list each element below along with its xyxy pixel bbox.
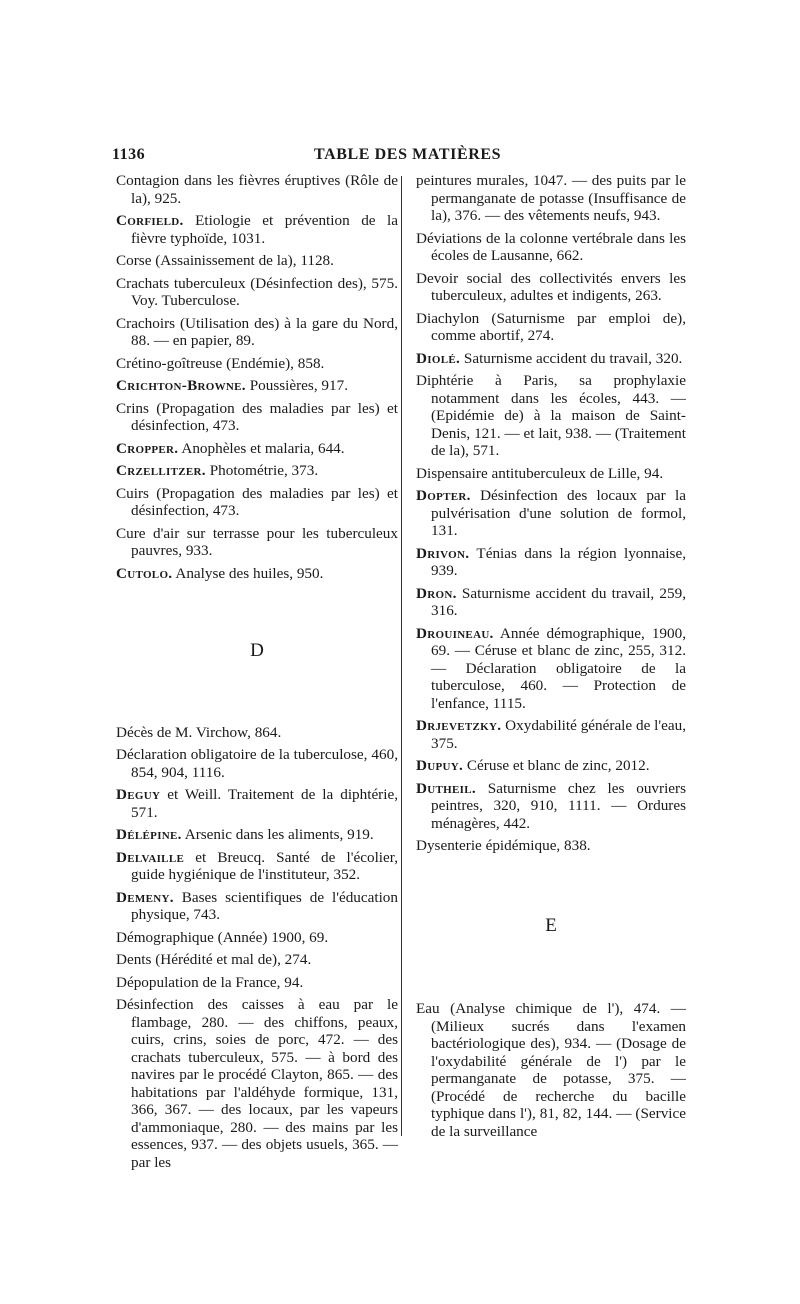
index-entry [416,310,686,345]
index-entry [116,252,398,270]
entry-author: Crichton-Browne. [116,377,246,394]
entry-text: Démographique (Année) 1900, 69. [116,928,329,946]
index-entry [116,315,398,350]
entry-author: Cutolo. [116,564,173,582]
entry-text: Bases scientifiques de l'éducation physique, 743. [131,888,398,923]
entry-text: Devoir social des collectivités envers les tuberculeux, adultes et indigents, 263. [416,269,686,304]
entry-text: Poussières, 917. [245,377,348,394]
page-header [112,146,502,166]
index-entry [116,724,398,742]
entry-text: Ténias dans la région lyonnaise, 939. [431,544,686,579]
index-entry [416,172,686,225]
entry-text: Crins (Propagation des maladies par les) et désinfection, 473. [116,399,398,434]
index-entry [416,350,686,368]
entry-text: Corse (Assainissement de la), 1128. [116,252,334,269]
index-entry [416,487,686,540]
entry-text: Oxydabilité générale de l'eau, 375. [431,717,686,752]
index-entry [116,377,398,395]
index-entry [416,717,686,752]
entries-c-list [116,172,398,582]
entry-text: Dépopulation de la France, 94. [116,973,304,991]
index-entry [116,355,398,373]
entry-text: Diphtérie à Paris, sa prophylaxie notamment dans les écoles, 443. — (Epidémie de) à la maison de Saint-Denis, 121. — et lait, 938. — (Traitement de la), 571. [416,372,686,459]
entry-text: peintures murales, 1047. — des puits par le permanganate de potasse (Insuffisance de la), 376. — des vêtements neufs, 943. [416,172,686,224]
entry-text: Déclaration obligatoire de la tuberculose, 460, 854, 904, 1116. [116,746,398,781]
entry-text: Eau (Analyse chimique de l'), 474. — (Milieux sucrés dans l'examen bactériologique des), 934. — (Dosage de l'oxydabilité générale de l') par le permanganate de potasse, 375. — (Procédé de recherche du bacille typhique dans l'), 81, 82, 144. — (Service de la surveillance [416,1000,686,1140]
running-title: TABLE DES MATIÈRES [314,146,502,163]
index-entry [416,757,686,775]
entry-text: Céruse et blanc de zinc, 2012. [463,757,650,774]
index-entry [416,270,686,305]
entry-text: Saturnisme accident du travail, 320. [460,349,683,367]
index-entry [116,172,398,207]
page-number: 1136 [112,146,146,163]
entry-text: Désinfection des locaux par la pulvérisation d'une solution de formol, 131. [431,487,686,539]
index-entry [416,837,686,855]
entry-text: et Weill. Traitement de la diphtérie, 571. [131,786,398,821]
index-entry [416,465,686,483]
entry-author: Dron. [416,584,457,602]
section-letter-e: E [545,914,557,936]
index-entry [416,780,686,833]
index-entry [116,485,398,520]
index-entry [116,996,398,1171]
index-entry [116,565,398,583]
index-entry [116,849,398,884]
entries-d-continued-list [416,172,686,855]
left-column [116,172,398,1176]
index-entry [116,929,398,947]
index-entry [116,974,398,992]
entry-text: Saturnisme chez les ouvriers peintres, 320, 910, 1111. — Ordures ménagères, 442. [431,779,686,832]
entry-text: Cure d'air sur terrasse pour les tuberculeux pauvres, 933. [116,524,398,559]
entry-text: Crachoirs (Utilisation des) à la gare du Nord, 88. — en papier, 89. [116,314,398,349]
index-entry [416,372,686,460]
entry-text: Dispensaire antituberculeux de Lille, 94. [416,464,664,482]
column-divider [401,176,402,1136]
entry-text: Anophèles et malaria, 644. [178,439,345,457]
entry-text: Analyse des huiles, 950. [172,564,324,582]
entry-author: Crzellitzer. [116,462,206,479]
index-entry [116,746,398,781]
entry-author: Cropper. [116,439,179,457]
index-entry [416,625,686,713]
section-letter-d: D [250,640,264,661]
entry-text: Contagion dans les fièvres éruptives (Rôle de la), 925. [116,172,398,207]
entry-text: Crachats tuberculeux (Désinfection des), 575. Voy. Tuberculose. [116,274,398,309]
entry-author: Demeny. [116,888,174,906]
entry-text: Etiologie et prévention de la fièvre typhoïde, 1031. [131,212,398,247]
entry-author: Deguy [116,786,161,803]
entry-author: Diolé. [416,349,461,367]
entry-text: Crétino-goîtreuse (Endémie), 858. [116,354,325,372]
entry-text: Déviations de la colonne vertébrale dans les écoles de Lausanne, 662. [416,229,686,264]
entry-text: Arsenic dans les aliments, 919. [181,826,374,843]
entries-e-list [416,1000,686,1140]
entry-text: et Breucq. Santé de l'écolier, guide hygiénique de l'instituteur, 352. [131,848,398,883]
entry-text: Dents (Hérédité et mal de), 274. [116,951,312,968]
index-entry [116,525,398,560]
entry-author: Delvaille [116,848,185,866]
entries-d-list [116,724,398,1172]
index-entry [416,545,686,580]
entry-author: Délépine. [116,826,182,843]
entry-author: Dupuy. [416,757,464,774]
entry-text: Année démographique, 1900, 69. — Céruse et blanc de zinc, 255, 312. — Déclaration obligatoire de la tuberculose, 460. — Protection de l'enfance, 1115. [431,624,686,712]
entry-author: Dopter. [416,487,471,504]
index-entry [116,462,398,480]
right-column [416,172,686,1145]
entry-text: Désinfection des caisses à eau par le flambage, 280. — des chiffons, peaux, cuirs, crins, soies de porc, 472. — des crachats tuberculeux, 575. — à bord des navires par le procédé Clayton, 865. — des habitations par l'aldéhyde formique, 131, 366, 367. — des locaux, par les vapeurs d'ammoniaque, 280. — des mains par les essences, 937. — des objets usuels, 365. — par les [116,996,398,1171]
index-entry [116,440,398,458]
entry-author: Drivon. [416,544,470,562]
entry-author: Corfield. [116,212,184,229]
entry-author: Drouineau. [416,624,494,642]
index-entry [116,826,398,844]
entry-text: Dysenterie épidémique, 838. [416,837,591,854]
entry-author: Dutheil. [416,779,476,797]
entry-text: Photométrie, 373. [205,462,319,479]
entry-text: Diachylon (Saturnisme par emploi de), comme abortif, 274. [416,309,686,344]
index-entry [116,889,398,924]
index-entry [416,585,686,620]
index-entry [116,786,398,821]
entry-text: Décès de M. Virchow, 864. [116,723,282,741]
entry-text: Cuirs (Propagation des maladies par les) et désinfection, 473. [116,484,398,519]
index-entry [416,1000,686,1140]
entry-author: Drjevetzky. [416,717,502,734]
index-entry [116,951,398,969]
entry-text: Saturnisme accident du travail, 259, 316. [431,584,686,619]
index-entry [116,275,398,310]
index-entry [116,212,398,247]
index-entry [116,400,398,435]
index-entry [416,230,686,265]
